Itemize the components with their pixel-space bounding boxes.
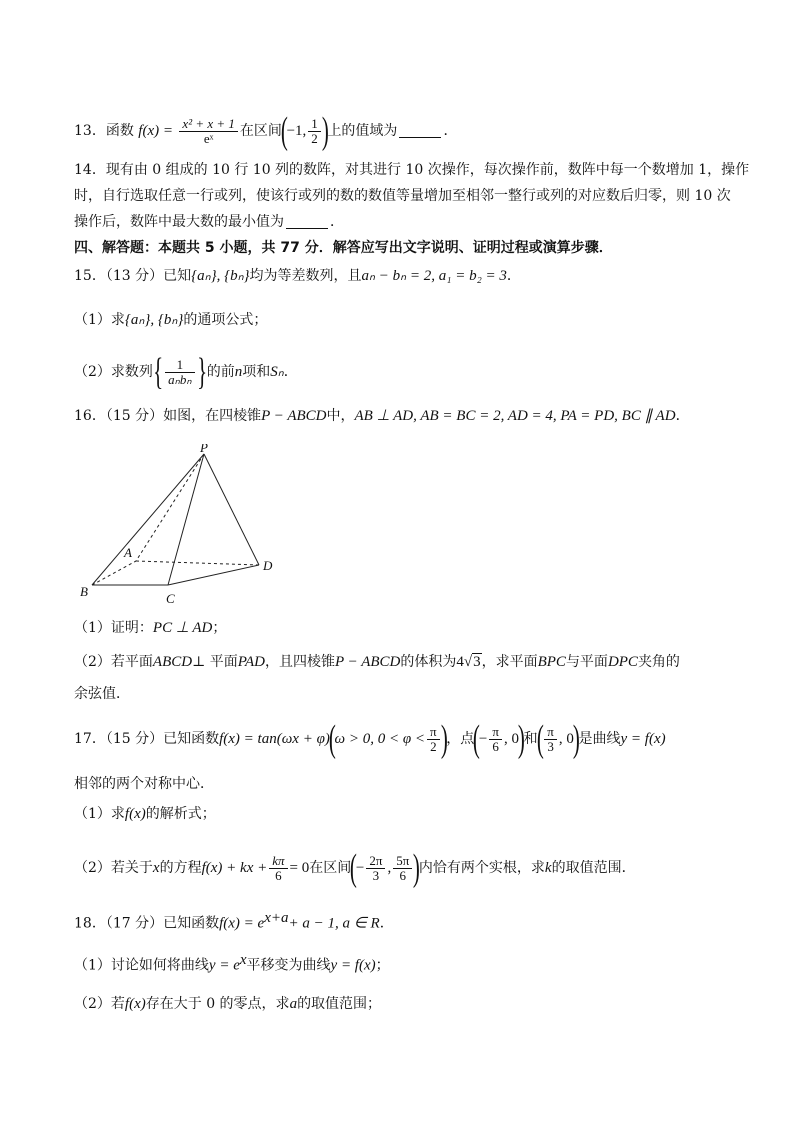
q13-interval-num: 1 xyxy=(308,117,321,132)
q17-pt2-fraction xyxy=(544,725,557,753)
q17-p2-i2-den: 6 xyxy=(399,867,406,883)
q17-p2-i1-den: 3 xyxy=(372,867,380,883)
label-C: C xyxy=(166,591,175,606)
q17-condition: ω > 0, 0 < φ < xyxy=(334,731,426,747)
q17-p2-i1-fraction xyxy=(366,854,385,882)
left-paren: ( xyxy=(280,110,288,152)
left-paren: ( xyxy=(473,718,481,760)
q15-p2-num: 1 xyxy=(165,358,194,373)
edge-PD xyxy=(204,454,259,565)
q17-and: 和 xyxy=(523,731,538,747)
q15-p1-sequences: {aₙ}, {bₙ} xyxy=(124,312,184,328)
q17-cond-num: π xyxy=(427,725,440,740)
question-16-part-2-line-2: 余弦值． xyxy=(74,686,130,702)
edge-AD-hidden xyxy=(136,561,259,565)
q13-interval-left: −1, xyxy=(286,123,307,139)
edge-CD xyxy=(168,565,259,585)
q18-p1-exponent: x xyxy=(239,952,247,968)
q18-exponent: x+a xyxy=(264,910,289,926)
question-number: 13． xyxy=(74,123,106,139)
q13-interval-fraction xyxy=(308,117,321,145)
left-paren: ( xyxy=(350,847,358,889)
answer-blank xyxy=(399,123,441,138)
q17-p2-eq-rhs: = 0 xyxy=(289,860,310,876)
q17-pt1-den: 6 xyxy=(492,738,499,754)
right-paren: ) xyxy=(572,718,580,760)
q15-condition: aₙ − bₙ = 2, a₁ = b₂ = 3 xyxy=(361,268,507,284)
label-A: A xyxy=(124,545,132,560)
q18-p2-a: a xyxy=(289,996,298,1012)
q16-stem-b: 中， xyxy=(326,408,355,424)
q16-p2-volume-coef: 4 xyxy=(456,654,464,670)
question-18 xyxy=(74,908,734,934)
right-paren: ) xyxy=(413,847,421,889)
q18-stem: 18．（17 分）已知函数 xyxy=(74,915,220,932)
q17-pt1-y: , 0 xyxy=(503,731,519,747)
q15-p1-text: （1）求 xyxy=(74,312,125,328)
q17-cond-fraction xyxy=(427,725,440,753)
q17-p1-text: （1）求 xyxy=(74,806,125,822)
q18-p2-text: （2）若 xyxy=(74,996,125,1012)
q18-p2-text-b: 存在大于 0 的零点，求 xyxy=(145,996,290,1012)
q16-p2-bpc: BPC xyxy=(537,654,566,670)
answer-blank xyxy=(286,214,328,229)
question-17 xyxy=(74,718,734,760)
q18-p1-curve1: y = e xyxy=(208,957,240,974)
q17-pt1-num: π xyxy=(489,725,502,740)
q15-p2-fraction xyxy=(165,358,194,386)
left-brace: { xyxy=(153,351,164,393)
q13-end: ． xyxy=(443,123,458,139)
q18-p2-f: f(x) xyxy=(124,996,146,1012)
q16-end: ． xyxy=(675,408,690,424)
q17-function: f(x) = tan(ωx + φ) xyxy=(219,731,330,747)
question-14-line-1: 14．现有由 0 组成的 10 行 10 列的数阵，对其进行 10 次操作，每次操作前，数阵中每一个数增加 1，操作 xyxy=(74,162,750,178)
question-15 xyxy=(74,266,734,286)
q17-p2-eq-num: kπ xyxy=(269,854,287,869)
question-13 xyxy=(74,110,734,152)
question-16 xyxy=(74,406,734,426)
comma: , xyxy=(387,860,392,876)
q17-p2-i2-fraction xyxy=(393,854,412,882)
q14-text: 操作后，数阵中最大数的最小值为 xyxy=(74,214,284,230)
q13-text-interval: 在区间 xyxy=(239,123,282,139)
q17-curve: y = f(x) xyxy=(620,731,666,747)
question-14-line-3 xyxy=(74,212,734,232)
q16-p2-pad: PAD xyxy=(237,654,265,670)
q16-p2-text-c: 的体积为 xyxy=(400,654,457,670)
edge-PC xyxy=(168,454,204,585)
q16-condition: AB ⊥ AD, AB = BC = 2, AD = 4, PA = PD, BC ∥ AD xyxy=(354,408,676,424)
q17-p2-text-e: 的取值范围． xyxy=(551,860,636,876)
q15-stem-b: 均为等差数列，且 xyxy=(249,268,362,284)
q16-p2-text: （2）若平面 xyxy=(74,654,153,670)
q17-pt1-fraction xyxy=(489,725,502,753)
right-brace: } xyxy=(196,351,207,393)
q16-p2-volume-radicand: 3 xyxy=(473,654,481,670)
sqrt-sign: √ xyxy=(463,654,473,670)
q15-p1-text-b: 的通项公式； xyxy=(183,312,268,328)
q17-pt1-sign: − xyxy=(478,731,488,747)
label-P: P xyxy=(200,444,208,455)
right-paren: ) xyxy=(321,110,329,152)
q17-p2-i1-num: 2π xyxy=(366,854,385,869)
right-paren: ) xyxy=(517,718,525,760)
q13-interval-den: 2 xyxy=(311,130,318,146)
q17-p2-text-d: 内恰有两个实根，求 xyxy=(418,860,545,876)
q17-p2-i1-sign: − xyxy=(355,860,365,876)
q17-p2-equation: f(x) + kx + xyxy=(201,860,268,876)
q15-p2-n: n xyxy=(234,364,243,380)
q15-end: ． xyxy=(506,268,521,284)
question-16-part-1 xyxy=(74,618,734,638)
section-heading: 四、解答题：本题共 5 小题，共 77 分．解答应写出文字说明、证明过程或演算步骤． xyxy=(74,240,613,256)
q16-p1-end: ； xyxy=(212,620,227,636)
q17-pt2-num: π xyxy=(544,725,557,740)
q18-p1-curve2: y = f(x) xyxy=(330,957,376,974)
edge-PB xyxy=(92,454,204,585)
q17-p2-text-c: 在区间 xyxy=(309,860,352,876)
q17-stem: 17．（15 分）已知函数 xyxy=(74,731,220,747)
q16-p2-text-b: ，且四棱锥 xyxy=(264,654,335,670)
label-B: B xyxy=(80,584,88,599)
q17-pt2-den: 3 xyxy=(547,738,554,754)
right-paren: ) xyxy=(440,718,448,760)
question-18-part-1 xyxy=(74,950,734,976)
q17-p2-eq-den: 6 xyxy=(275,867,282,883)
q16-p2-text-f: 夹角的 xyxy=(637,654,680,670)
q13-text-range: 上的值域为 xyxy=(327,123,398,139)
question-14-line-2: 时，自行选取任意一行或列，使该行或列的数的数值等量增加至相邻一整行或列的对应数后归零，则 10 次 xyxy=(74,188,731,204)
q17-stem-b: ，点 xyxy=(446,731,475,747)
q18-p1-text: （1）讨论如何将曲线 xyxy=(74,957,209,974)
q15-sequences: {aₙ}, {bₙ} xyxy=(191,268,250,284)
q16-p1-math: PC ⊥ AD xyxy=(152,620,213,636)
q16-p2-dpc: DPC xyxy=(607,654,638,670)
edge-BA-hidden xyxy=(92,561,136,585)
question-15-part-2 xyxy=(74,350,734,394)
q15-p2-sum: Sₙ xyxy=(270,364,284,380)
q17-p2-text-b: 的方程 xyxy=(159,860,202,876)
q18-p1-end: ； xyxy=(375,957,390,974)
q13-frac-numerator: x² + x + 1 xyxy=(179,117,237,132)
q15-stem: 15．（13 分）已知 xyxy=(74,268,192,284)
q18-function: f(x) = e xyxy=(219,915,265,932)
left-paren: ( xyxy=(328,718,336,760)
q18-p1-text-b: 平移变为曲线 xyxy=(246,957,331,974)
q16-p2-text-d: ，求平面 xyxy=(481,654,538,670)
pyramid-figure xyxy=(74,444,284,608)
q16-p1-text: （1）证明： xyxy=(74,620,153,636)
q17-pt2-y: , 0 xyxy=(558,731,574,747)
question-17-line-2: 相邻的两个对称中心． xyxy=(74,776,214,792)
q15-p2-text-b: 的前 xyxy=(206,364,235,380)
q13-text: 函数 xyxy=(105,123,134,139)
q14-end: ． xyxy=(330,214,344,230)
q15-p2-end: ． xyxy=(283,364,298,380)
q17-p2-k: k xyxy=(544,860,552,876)
q17-p1-f: f(x) xyxy=(124,806,146,822)
question-15-part-1 xyxy=(74,310,734,330)
q17-p2-x: x xyxy=(152,860,160,876)
question-16-part-2 xyxy=(74,652,734,672)
q17-p1-text-b: 的解析式； xyxy=(145,806,216,822)
q15-p2-den: aₙbₙ xyxy=(168,371,192,387)
edge-PA-hidden xyxy=(136,454,204,561)
q15-p2-text: （2）求数列 xyxy=(74,364,153,380)
q15-p2-text-c: 项和 xyxy=(242,364,271,380)
q13-fraction xyxy=(179,117,237,145)
label-D: D xyxy=(263,558,273,573)
q18-end: ． xyxy=(379,915,394,932)
q18-function-b: + a − 1, a ∈ R xyxy=(288,915,380,932)
q17-p2-eq-fraction xyxy=(269,854,287,882)
question-17-part-2 xyxy=(74,846,734,890)
q17-cond-den: 2 xyxy=(430,738,437,754)
q16-p2-pyramid: P − ABCD xyxy=(334,654,401,670)
q17-p2-i2-num: 5π xyxy=(393,854,412,869)
q16-pyramid: P − ABCD xyxy=(261,408,327,424)
q18-p2-text-c: 的取值范围； xyxy=(297,996,382,1012)
q16-p2-perp: ⊥ 平面 xyxy=(192,654,238,670)
q16-stem: 16．（15 分）如图，在四棱锥 xyxy=(74,408,262,424)
question-18-part-2 xyxy=(74,994,734,1014)
q13-frac-denominator: eˣ xyxy=(203,130,214,146)
q16-p2-text-e: 与平面 xyxy=(565,654,608,670)
q13-function-lhs: f(x) = xyxy=(138,123,173,139)
question-17-part-1 xyxy=(74,804,734,824)
q16-p2-abcd: ABCD xyxy=(152,654,193,670)
q17-stem-c: 是曲线 xyxy=(578,731,621,747)
q17-p2-text: （2）若关于 xyxy=(74,860,153,876)
left-paren: ( xyxy=(536,718,544,760)
